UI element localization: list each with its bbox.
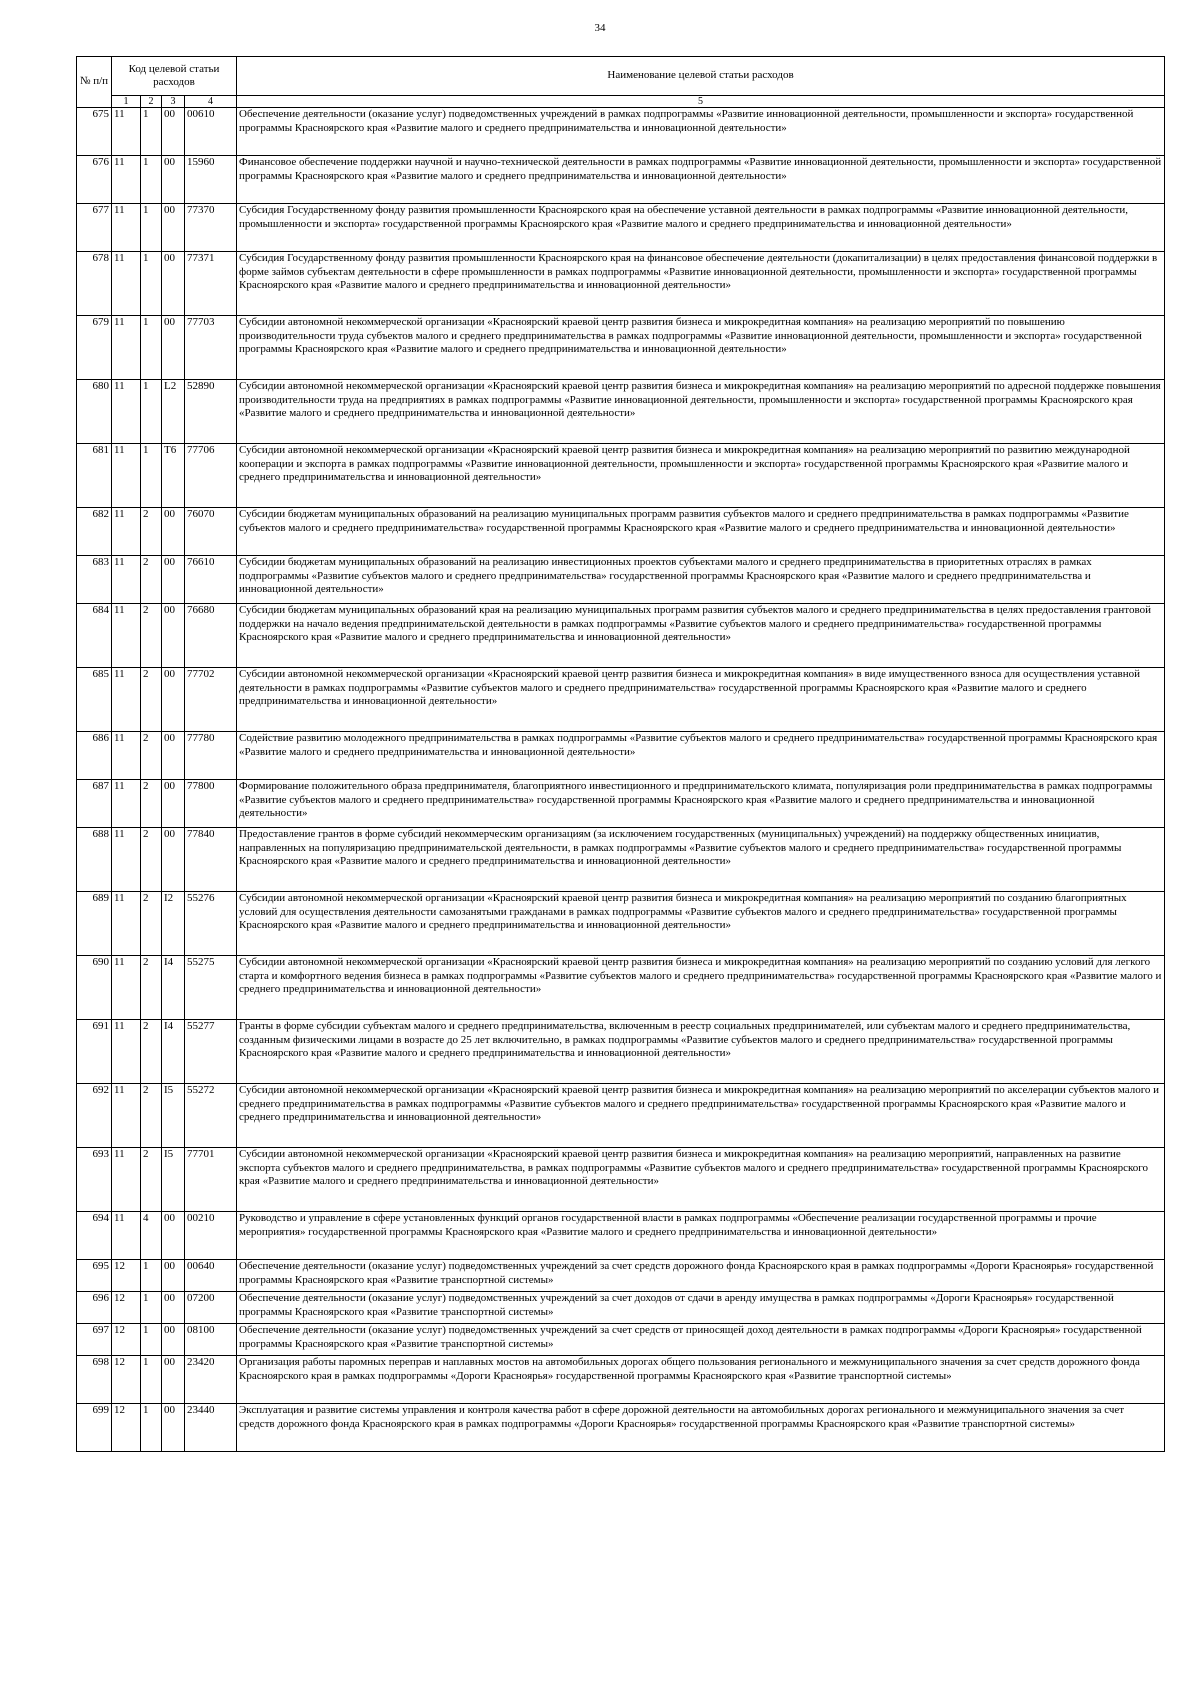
code-part-1: 11 (112, 1148, 141, 1212)
code-part-2: 2 (141, 556, 162, 604)
code-part-2: 2 (141, 892, 162, 956)
table-row (77, 1324, 1165, 1356)
code-part-3: I5 (162, 1084, 185, 1148)
expense-name: Субсидии автономной некоммерческой организации «Красноярский краевой центр развития бизнеса и микрокредитная компания» на реализацию мероприятий по повышению производительности труда субъектов малого и среднего предпринимательства в рамках подпрограммы «Развитие инновационной деятельности, промышленности и экспорта» государственной программы Красноярского края «Развитие малого и среднего предпринимательства и инновационной деятельности» (237, 316, 1165, 380)
code-part-3: 00 (162, 1292, 185, 1324)
table-row (77, 780, 1165, 828)
code-part-1: 11 (112, 668, 141, 732)
expense-name: Субсидии автономной некоммерческой организации «Красноярский краевой центр развития бизнеса и микрокредитная компания» на реализацию мероприятий по акселерации субъектов малого и среднего предпринимательства в рамках подпрограммы «Развитие субъектов малого и среднего предпринимательства» государственной программы Красноярского края «Развитие малого и среднего предпринимательства и инновационной деятельности» (237, 1084, 1165, 1148)
row-number: 679 (77, 316, 112, 380)
row-number: 693 (77, 1148, 112, 1212)
row-number: 680 (77, 380, 112, 444)
code-part-2: 4 (141, 1212, 162, 1260)
code-part-1: 11 (112, 108, 141, 156)
code-part-1: 11 (112, 444, 141, 508)
row-number: 675 (77, 108, 112, 156)
table-row (77, 1356, 1165, 1404)
code-part-2: 1 (141, 316, 162, 380)
code-part-1: 11 (112, 1212, 141, 1260)
code-part-2: 2 (141, 1084, 162, 1148)
code-part-3: 00 (162, 1404, 185, 1452)
code-part-1: 11 (112, 892, 141, 956)
table-row (77, 1292, 1165, 1324)
code-part-1: 11 (112, 732, 141, 780)
row-number: 676 (77, 156, 112, 204)
code-part-4: 77702 (185, 668, 237, 732)
code-part-3: L2 (162, 380, 185, 444)
code-part-2: 2 (141, 668, 162, 732)
code-part-4: 55276 (185, 892, 237, 956)
expense-name: Субсидия Государственному фонду развития промышленности Красноярского края на финансовое обеспечение деятельности (докапитализации) в целях предоставления финансовой поддержки в форме займов субъектам деятельности в сфере промышленности в рамках подпрограммы «Развитие инновационной деятельности, промышленности и экспорта» государственной программы Красноярского края «Развитие малого и среднего предпринимательства и инновационной деятельности» (237, 252, 1165, 316)
code-part-1: 11 (112, 1084, 141, 1148)
code-part-3: I4 (162, 956, 185, 1020)
table-row (77, 444, 1165, 508)
table-row (77, 380, 1165, 444)
row-number: 683 (77, 556, 112, 604)
code-part-3: 00 (162, 556, 185, 604)
table-row (77, 668, 1165, 732)
row-number: 699 (77, 1404, 112, 1452)
code-part-2: 1 (141, 204, 162, 252)
code-part-4: 77701 (185, 1148, 237, 1212)
code-part-3: 00 (162, 732, 185, 780)
code-part-3: I5 (162, 1148, 185, 1212)
row-number: 694 (77, 1212, 112, 1260)
code-part-1: 11 (112, 380, 141, 444)
row-number: 689 (77, 892, 112, 956)
row-number: 681 (77, 444, 112, 508)
expense-name: Субсидия Государственному фонду развития промышленности Красноярского края на обеспечение уставной деятельности в рамках подпрограммы «Развитие инновационной деятельности, промышленности и экспорта» государственной программы Красноярского края «Развитие малого и среднего предпринимательства и инновационной деятельности» (237, 204, 1165, 252)
code-part-3: 00 (162, 156, 185, 204)
code-part-4: 77800 (185, 780, 237, 828)
row-number: 686 (77, 732, 112, 780)
code-part-2: 2 (141, 508, 162, 556)
table-row (77, 204, 1165, 252)
code-part-2: 2 (141, 1020, 162, 1084)
code-part-4: 55277 (185, 1020, 237, 1084)
code-part-2: 1 (141, 156, 162, 204)
code-part-3: 00 (162, 780, 185, 828)
code-part-3: 00 (162, 108, 185, 156)
code-part-4: 23440 (185, 1404, 237, 1452)
code-part-1: 11 (112, 556, 141, 604)
code-part-4: 77780 (185, 732, 237, 780)
code-part-2: 1 (141, 1404, 162, 1452)
expense-name: Субсидии автономной некоммерческой организации «Красноярский краевой центр развития бизнеса и микрокредитная компания» на реализацию мероприятий по адресной поддержке повышения производительности труда на предприятиях в рамках подпрограммы «Развитие инновационной деятельности, промышленности и экспорта» государственной программы Красноярского края «Развитие малого и среднего предпринимательства и инновационной деятельности» (237, 380, 1165, 444)
expense-name: Субсидии бюджетам муниципальных образований края на реализацию муниципальных программ развития субъектов малого и среднего предпринимательства в целях предоставления грантовой поддержки на начало ведения предпринимательской деятельности в рамках подпрограммы «Развитие субъектов малого и среднего предпринимательства» государственной программы Красноярского края «Развитие малого и среднего предпринимательства и инновационной деятельности» (237, 604, 1165, 668)
table-row (77, 1148, 1165, 1212)
table-header (77, 57, 1165, 108)
code-part-3: 00 (162, 1212, 185, 1260)
table-row (77, 604, 1165, 668)
table-row (77, 1084, 1165, 1148)
code-part-3: I2 (162, 892, 185, 956)
expense-items-table (76, 56, 1165, 1452)
code-part-2: 1 (141, 108, 162, 156)
code-part-2: 2 (141, 732, 162, 780)
header-col-5: 5 (237, 96, 1165, 108)
table-row (77, 156, 1165, 204)
expense-name: Субсидии автономной некоммерческой организации «Красноярский краевой центр развития бизнеса и микрокредитная компания» на реализацию мероприятий, направленных на развитие экспорта субъектов малого и среднего предпринимательства, в рамках подпрограммы «Развитие субъектов малого и среднего предпринимательства» государственной программы Красноярского края «Развитие малого и среднего предпринимательства и инновационной деятельности» (237, 1148, 1165, 1212)
code-part-4: 77703 (185, 316, 237, 380)
code-part-4: 23420 (185, 1356, 237, 1404)
code-part-1: 12 (112, 1356, 141, 1404)
expense-name: Субсидии автономной некоммерческой организации «Красноярский краевой центр развития бизнеса и микрокредитная компания» на реализацию мероприятий по созданию условий для легкого старта и комфортного ведения бизнеса в рамках подпрограммы «Развитие субъектов малого и среднего предпринимательства» государственной программы Красноярского края «Развитие малого и среднего предпринимательства и инновационной деятельности» (237, 956, 1165, 1020)
code-part-2: 2 (141, 604, 162, 668)
code-part-3: 00 (162, 508, 185, 556)
code-part-2: 1 (141, 1356, 162, 1404)
code-part-2: 1 (141, 1292, 162, 1324)
expense-name: Обеспечение деятельности (оказание услуг) подведомственных учреждений в рамках подпрограммы «Развитие инновационной деятельности, промышленности и экспорта» государственной программы Красноярского края «Развитие малого и среднего предпринимательства и инновационной деятельности» (237, 108, 1165, 156)
header-code: Код целевой статьи расходов (112, 57, 237, 96)
code-part-4: 00610 (185, 108, 237, 156)
row-number: 696 (77, 1292, 112, 1324)
expense-name: Субсидии бюджетам муниципальных образований на реализацию инвестиционных проектов субъектами малого и среднего предпринимательства в приоритетных отраслях в рамках подпрограммы «Развитие субъектов малого и среднего предпринимательства» государственной программы Красноярского края «Развитие малого и среднего предпринимательства и инновационной деятельности» (237, 556, 1165, 604)
expense-name: Организация работы паромных переправ и наплавных мостов на автомобильных дорогах общего пользования регионального и межмуниципального значения за счет средств дорожного фонда Красноярского края в рамках подпрограммы «Дороги Красноярья» государственной программы Красноярского края «Развитие транспортной системы» (237, 1356, 1165, 1404)
code-part-2: 1 (141, 1324, 162, 1356)
code-part-3: 00 (162, 204, 185, 252)
table-row (77, 252, 1165, 316)
table-row (77, 1212, 1165, 1260)
code-part-3: 00 (162, 1260, 185, 1292)
expense-name: Эксплуатация и развитие системы управления и контроля качества работ в сфере дорожной деятельности на автомобильных дорогах регионального и межмуниципального значения за счет средств дорожного фонда Красноярского края в рамках подпрограммы «Дороги Красноярья» государственной программы Красноярского края «Развитие транспортной системы» (237, 1404, 1165, 1452)
code-part-4: 55275 (185, 956, 237, 1020)
expense-name: Руководство и управление в сфере установленных функций органов государственной власти в рамках подпрограммы «Обеспечение реализации государственной программы и прочие мероприятия» государственной программы Красноярского края «Развитие малого и среднего предпринимательства и инновационной деятельности» (237, 1212, 1165, 1260)
code-part-1: 11 (112, 780, 141, 828)
table-row (77, 108, 1165, 156)
code-part-4: 07200 (185, 1292, 237, 1324)
code-part-3: 00 (162, 604, 185, 668)
code-part-3: 00 (162, 1356, 185, 1404)
code-part-4: 00210 (185, 1212, 237, 1260)
code-part-1: 12 (112, 1324, 141, 1356)
code-part-2: 2 (141, 780, 162, 828)
table-row (77, 1020, 1165, 1084)
code-part-3: 00 (162, 1324, 185, 1356)
code-part-3: T6 (162, 444, 185, 508)
row-number: 682 (77, 508, 112, 556)
row-number: 678 (77, 252, 112, 316)
code-part-1: 11 (112, 316, 141, 380)
code-part-1: 11 (112, 204, 141, 252)
code-part-2: 2 (141, 1148, 162, 1212)
header-col-4: 4 (185, 96, 237, 108)
expense-name: Обеспечение деятельности (оказание услуг) подведомственных учреждений за счет средств дорожного фонда Красноярского края в рамках подпрограммы «Дороги Красноярья» государственной программы Красноярского края «Развитие транспортной системы» (237, 1260, 1165, 1292)
code-part-3: 00 (162, 316, 185, 380)
table-row (77, 556, 1165, 604)
row-number: 691 (77, 1020, 112, 1084)
row-number: 687 (77, 780, 112, 828)
code-part-4: 77706 (185, 444, 237, 508)
code-part-1: 12 (112, 1260, 141, 1292)
row-number: 692 (77, 1084, 112, 1148)
code-part-4: 77370 (185, 204, 237, 252)
code-part-2: 1 (141, 380, 162, 444)
page-number: 34 (594, 22, 606, 34)
code-part-4: 08100 (185, 1324, 237, 1356)
expense-name: Содействие развитию молодежного предпринимательства в рамках подпрограммы «Развитие субъектов малого и среднего предпринимательства» государственной программы Красноярского края «Развитие малого и среднего предпринимательства и инновационной деятельности» (237, 732, 1165, 780)
row-number: 695 (77, 1260, 112, 1292)
code-part-4: 76070 (185, 508, 237, 556)
code-part-4: 00640 (185, 1260, 237, 1292)
expense-name: Обеспечение деятельности (оказание услуг) подведомственных учреждений за счет средств от приносящей доход деятельности в рамках подпрограммы «Дороги Красноярья» государственной программы Красноярского края «Развитие транспортной системы» (237, 1324, 1165, 1356)
code-part-4: 76680 (185, 604, 237, 668)
expense-name: Субсидии автономной некоммерческой организации «Красноярский краевой центр развития бизнеса и микрокредитная компания» в виде имущественного взноса для осуществления уставной деятельности в рамках подпрограммы «Развитие субъектов малого и среднего предпринимательства» государственной программы Красноярского края «Развитие малого и среднего предпринимательства и инновационной деятельности» (237, 668, 1165, 732)
code-part-1: 11 (112, 604, 141, 668)
code-part-4: 76610 (185, 556, 237, 604)
code-part-1: 11 (112, 828, 141, 892)
code-part-1: 11 (112, 508, 141, 556)
row-number: 677 (77, 204, 112, 252)
row-number: 698 (77, 1356, 112, 1404)
code-part-4: 77840 (185, 828, 237, 892)
code-part-1: 11 (112, 1020, 141, 1084)
table-row (77, 828, 1165, 892)
code-part-3: 00 (162, 668, 185, 732)
code-part-1: 11 (112, 252, 141, 316)
code-part-2: 2 (141, 828, 162, 892)
code-part-1: 11 (112, 956, 141, 1020)
code-part-1: 12 (112, 1292, 141, 1324)
code-part-2: 2 (141, 956, 162, 1020)
table-row (77, 316, 1165, 380)
expense-name: Финансовое обеспечение поддержки научной и научно-технической деятельности в рамках подпрограммы «Развитие инновационной деятельности, промышленности и экспорта» государственной программы Красноярского края «Развитие малого и среднего предпринимательства и инновационной деятельности» (237, 156, 1165, 204)
table-row (77, 1260, 1165, 1292)
expense-name: Субсидии автономной некоммерческой организации «Красноярский краевой центр развития бизнеса и микрокредитная компания» на реализацию мероприятий по созданию благоприятных условий для осуществления деятельности самозанятыми гражданами в рамках подпрограммы «Развитие субъектов малого и среднего предпринимательства» государственной программы Красноярского края «Развитие малого и среднего предпринимательства и инновационной деятельности» (237, 892, 1165, 956)
code-part-4: 55272 (185, 1084, 237, 1148)
table-row (77, 956, 1165, 1020)
table-row (77, 508, 1165, 556)
expense-name: Субсидии автономной некоммерческой организации «Красноярский краевой центр развития бизнеса и микрокредитная компания» на реализацию мероприятий по развитию международной кооперации и экспорта в рамках подпрограммы «Развитие инновационной деятельности, промышленности и экспорта» государственной программы Красноярского края «Развитие малого и среднего предпринимательства и инновационной деятельности» (237, 444, 1165, 508)
code-part-4: 52890 (185, 380, 237, 444)
table-row (77, 1404, 1165, 1452)
code-part-4: 15960 (185, 156, 237, 204)
code-part-3: I4 (162, 1020, 185, 1084)
header-col-3: 3 (162, 96, 185, 108)
row-number: 688 (77, 828, 112, 892)
code-part-4: 77371 (185, 252, 237, 316)
header-name: Наименование целевой статьи расходов (237, 57, 1165, 96)
table-row (77, 732, 1165, 780)
code-part-3: 00 (162, 252, 185, 316)
table-row (77, 892, 1165, 956)
header-col-2: 2 (141, 96, 162, 108)
code-part-2: 1 (141, 252, 162, 316)
row-number: 697 (77, 1324, 112, 1356)
row-number: 684 (77, 604, 112, 668)
code-part-2: 1 (141, 1260, 162, 1292)
expense-name: Гранты в форме субсидии субъектам малого и среднего предпринимательства, включенным в реестр социальных предпринимателей, или субъектам малого и среднего предпринимательства, созданным физическими лицами в возрасте до 25 лет включительно, в рамках подпрограммы «Развитие субъектов малого и среднего предпринимательства» государственной программы Красноярского края «Развитие малого и среднего предпринимательства и инновационной деятельности» (237, 1020, 1165, 1084)
code-part-3: 00 (162, 828, 185, 892)
expense-name: Формирование положительного образа предпринимателя, благоприятного инвестиционного и предпринимательского климата, популяризация роли предпринимательства в рамках подпрограммы «Развитие субъектов малого и среднего предпринимательства» государственной программы Красноярского края «Развитие малого и среднего предпринимательства и инновационной деятельности» (237, 780, 1165, 828)
code-part-1: 11 (112, 156, 141, 204)
expense-name: Обеспечение деятельности (оказание услуг) подведомственных учреждений за счет доходов от сдачи в аренду имущества в рамках подпрограммы «Дороги Красноярья» государственной программы Красноярского края «Развитие транспортной системы» (237, 1292, 1165, 1324)
expense-name: Субсидии бюджетам муниципальных образований на реализацию муниципальных программ развития субъектов малого и среднего предпринимательства в рамках подпрограммы «Развитие субъектов малого и среднего предпринимательства» государственной программы Красноярского края «Развитие малого и среднего предпринимательства и инновационной деятельности» (237, 508, 1165, 556)
header-col-1: 1 (112, 96, 141, 108)
row-number: 690 (77, 956, 112, 1020)
expense-name: Предоставление грантов в форме субсидий некоммерческим организациям (за исключением государственных (муниципальных) учреждений) на поддержку общественных инициатив, направленных на популяризацию предпринимательской деятельности, в рамках подпрограммы «Развитие субъектов малого и среднего предпринимательства» государственной программы Красноярского края «Развитие малого и среднего предпринимательства и инновационной деятельности» (237, 828, 1165, 892)
row-number: 685 (77, 668, 112, 732)
code-part-1: 12 (112, 1404, 141, 1452)
code-part-2: 1 (141, 444, 162, 508)
header-row-number: № п/п (77, 57, 112, 108)
table-body (77, 108, 1165, 1452)
